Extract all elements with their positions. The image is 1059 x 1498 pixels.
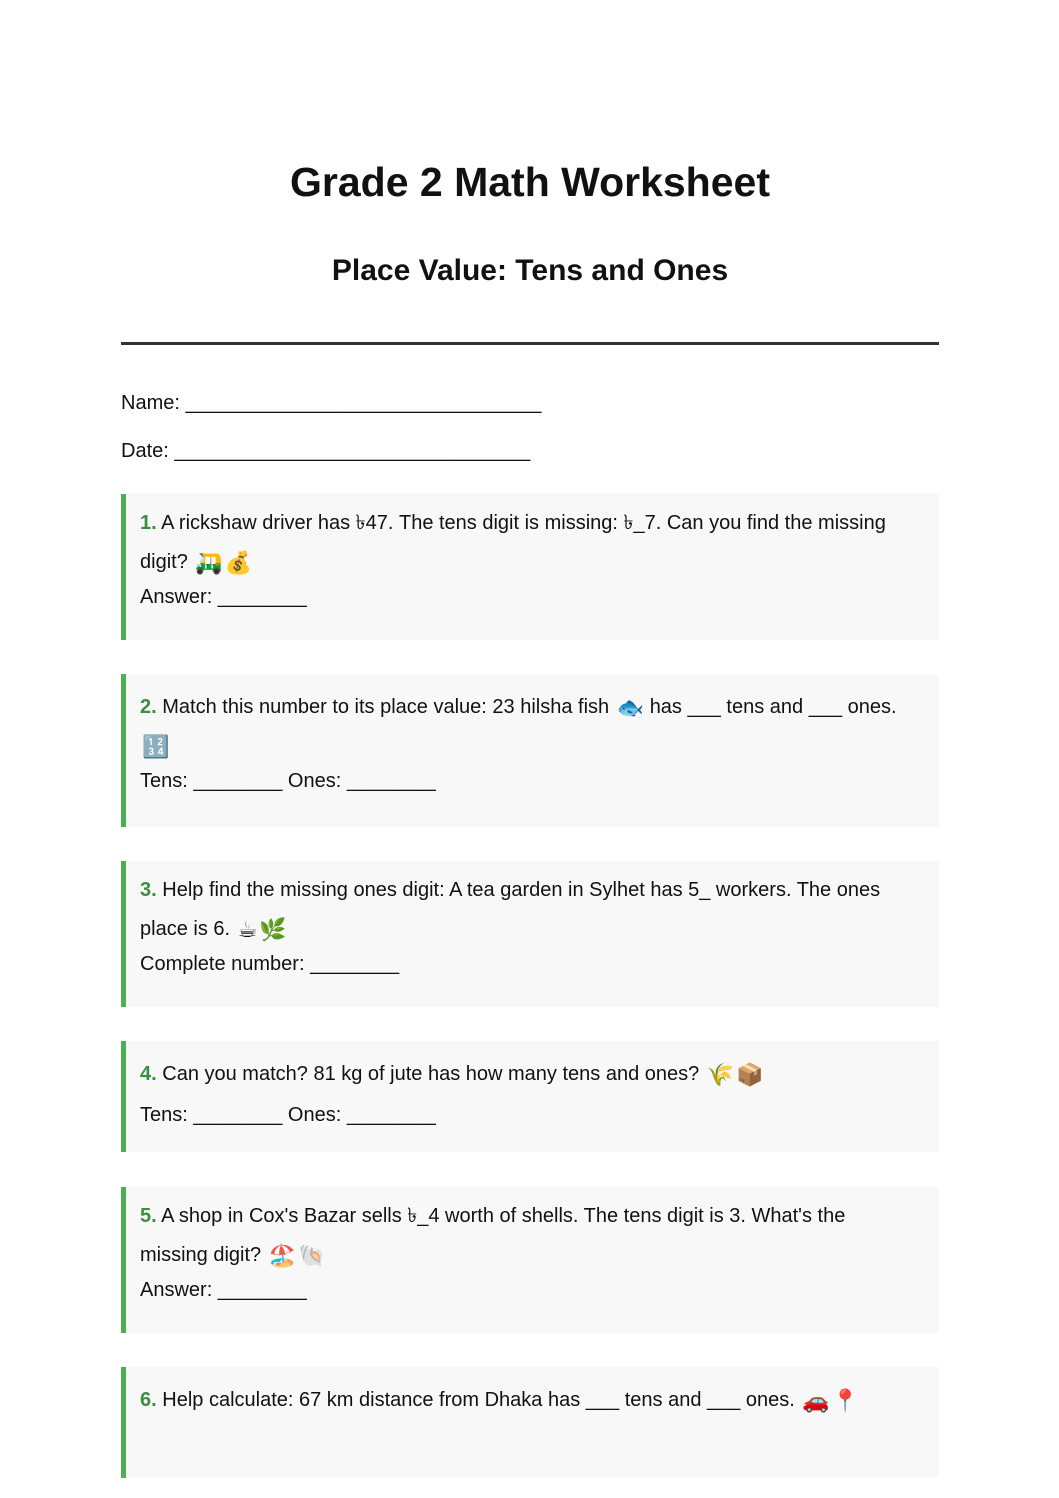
question-card-2 (121, 674, 939, 827)
question-text (140, 494, 909, 582)
question-text (140, 674, 909, 766)
car-icon: 🚗 (802, 1388, 830, 1413)
herb-icon: 🌿 (259, 917, 287, 942)
page-title: Grade 2 Math Worksheet (290, 159, 770, 205)
question-card-4 (121, 1041, 939, 1152)
question-number: 2. (140, 696, 157, 718)
spiral-shell-icon: 🐚 (298, 1243, 326, 1268)
money-bag-icon: 💰 (224, 550, 253, 575)
question-body: Help calculate: 67 km distance from Dhaka has ___ tens and ___ ones. (162, 1389, 795, 1411)
hot-beverage-icon: ☕ (237, 917, 258, 942)
pin-icon: 📍 (831, 1388, 860, 1413)
question-number: 4. (140, 1063, 157, 1085)
numbers-icon: 🔢 (142, 734, 170, 759)
name-field: Name: ________________________________ (121, 392, 542, 414)
question-number: 1. (140, 512, 157, 534)
answer-line: Answer: ________ (140, 586, 307, 608)
question-number: 6. (140, 1389, 157, 1411)
question-text (140, 1367, 909, 1420)
beach-umbrella-icon: 🏖️ (268, 1243, 297, 1268)
answer-line: Answer: ________ (140, 1279, 307, 1301)
question-body: Can you match? 81 kg of jute has how many tens and ones? (162, 1063, 700, 1085)
question-card-6 (121, 1367, 939, 1478)
answer-line: Tens: ________ Ones: ________ (140, 770, 436, 792)
date-field: Date: ________________________________ (121, 440, 531, 462)
fish-icon: 🐟 (616, 695, 645, 720)
question-card-3 (121, 861, 939, 1007)
question-text (140, 1187, 909, 1275)
answer-line: Tens: ________ Ones: ________ (140, 1104, 436, 1126)
question-card-5 (121, 1187, 939, 1333)
question-text (140, 1041, 909, 1094)
question-body: Help find the missing ones digit: A tea garden in Sylhet has 5_ workers. The ones place is 6. (140, 879, 881, 940)
answer-line: Complete number: ________ (140, 953, 400, 975)
package-icon: 📦 (736, 1062, 764, 1087)
question-body: Match this number to its place value: 23 hilsha fish (162, 696, 610, 718)
question-text (140, 861, 909, 949)
question-number: 5. (140, 1205, 157, 1227)
question-number: 3. (140, 879, 157, 901)
question-body-cont: has ___ tens and ___ ones. (649, 696, 897, 718)
sheaf-of-rice-icon: 🌾 (706, 1062, 735, 1087)
divider (121, 342, 939, 345)
page-subtitle: Place Value: Tens and Ones (331, 254, 729, 287)
question-body: A shop in Cox's Bazar sells ৳_4 worth of shells. The tens digit is 3. What's the missing digit? (140, 1205, 846, 1266)
question-card-1 (121, 494, 939, 640)
auto-rickshaw-icon: 🛺 (195, 550, 223, 575)
question-body: A rickshaw driver has ৳47. The tens digit is missing: ৳_7. Can you find the missing digit? (140, 512, 886, 573)
